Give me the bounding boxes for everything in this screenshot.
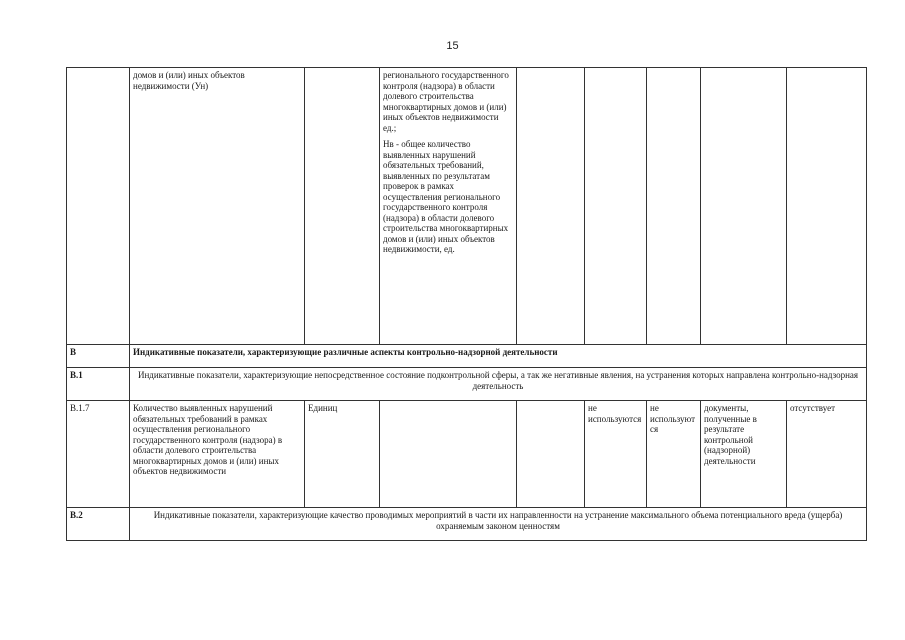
- empty-cell: [701, 68, 787, 345]
- section-title: Индикативные показатели, характеризующие качество проводимых мероприятий в части их направленности на устранение максимального объема потенциального вреда (ущерба) охраняемым законом ценностям: [130, 508, 867, 541]
- methodology-cell: не используются: [647, 401, 701, 508]
- indicator-name-cell: домов и (или) иных объектов недвижимости (Ун): [130, 68, 305, 345]
- indicator-name: Количество выявленных нарушений обязательных требований в рамках осуществления регионального государственного контроля (надзора) в области долевого строительства многоквартирных домов и (или) иных объектов недвижимости: [130, 401, 305, 508]
- indicators-table: [66, 67, 867, 541]
- table-row-b17: [67, 401, 867, 508]
- empty-cell: [517, 68, 585, 345]
- indicator-code: В.1.7: [67, 401, 130, 508]
- data-source-cell: документы, полученные в результате контрольной (надзорной) деятельности: [701, 401, 787, 508]
- unit-cell: [305, 68, 380, 345]
- indicator-unit: Единиц: [305, 401, 380, 508]
- section-row-b: [67, 345, 867, 368]
- code-cell: [67, 68, 130, 345]
- section-code: В.1: [67, 368, 130, 401]
- section-row-b1: [67, 368, 867, 401]
- formula-cell: [380, 68, 517, 345]
- formula-paragraph: Нв - общее количество выявленных нарушений обязательных требований, выявленных по результатам проверок в рамках осуществления регионального государственного контроля (надзора) в области долевого строительства многоквартирных домов и (или) иных объектов недвижимости, ед.: [383, 139, 509, 254]
- empty-cell: [787, 68, 867, 345]
- empty-cell: [585, 68, 647, 345]
- table-row-continuation: [67, 68, 867, 345]
- section-title: Индикативные показатели, характеризующие непосредственное состояние подконтрольной сферы, а так же негативные явления, на устранения которых направлена контрольно-надзорная деятельность: [130, 368, 867, 401]
- empty-cell: [517, 401, 585, 508]
- empty-cell: [647, 68, 701, 345]
- section-code: В.2: [67, 508, 130, 541]
- page-number: 15: [446, 40, 459, 52]
- section-row-b2: [67, 508, 867, 541]
- section-code: В: [67, 345, 130, 368]
- section-title: Индикативные показатели, характеризующие различные аспекты контрольно-надзорной деятельности: [130, 345, 867, 368]
- methodology-cell: не используются: [585, 401, 647, 508]
- target-cell: отсутствует: [787, 401, 867, 508]
- formula-paragraph: регионального государственного контроля (надзора) в области долевого строительства многоквартирных домов и (или) иных объектов недвижимости ед.;: [383, 70, 509, 133]
- formula-cell: [380, 401, 517, 508]
